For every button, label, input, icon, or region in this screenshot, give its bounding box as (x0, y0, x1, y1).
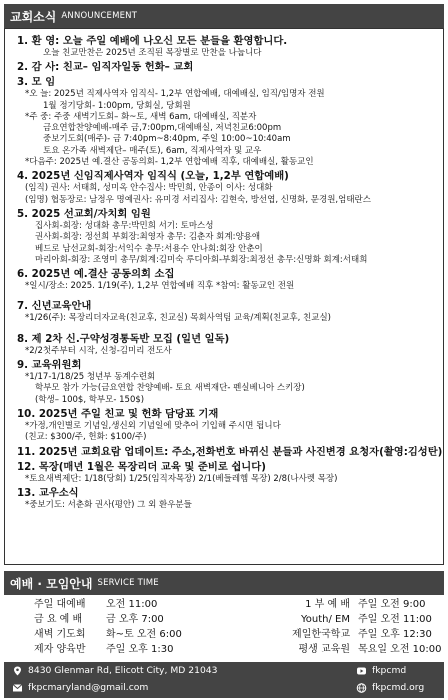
announcement-heading: 9. 교육위원회 (17, 359, 82, 372)
announcement-line: 베드로 남선교회-회장:서익수 총무:서용수 안나회:회장 안춘이 (35, 243, 263, 254)
location-pin-icon (12, 666, 23, 676)
announcement-line: 토요 온가족 새벽제단– 매주(토), 6am, 직제사역자 및 교우 (43, 145, 262, 156)
announcement-heading: 2. 감 사: 친교– 임직자일동 헌화– 교회 (17, 61, 194, 74)
announcement-line: *토요새벽제단: 1/18(당회) 1/25(임직자목장) 2/1(베들레헴 목장) 2/8(나사렛 목장) (25, 473, 338, 484)
service-time: 화~토 오전 6:00 (106, 629, 182, 640)
service-name: 주일 대예배 (34, 599, 86, 610)
announcement-heading: 1. 환 영: 오늘 주일 예배에 나오신 모든 분들을 환영합니다. (17, 35, 288, 47)
announcement-line: (학생– 100$, 학부모- 150$) (35, 394, 145, 405)
service-time: 목요일 오전 10:00 (358, 644, 442, 655)
announcement-line: (친교: $300/주, 헌화: $100/주) (25, 432, 147, 443)
announcement-heading: 8. 제 2차 신.구약성경통독반 모집 (일년 일독) (17, 332, 230, 345)
service-name: Youth/ EM (301, 614, 350, 625)
service-time: 주일 오전 11:00 (358, 614, 432, 625)
announcement-item (17, 170, 439, 206)
youtube-icon (356, 666, 367, 676)
announcement-box (4, 28, 444, 565)
youtube-link[interactable]: fkpcmd (372, 665, 407, 676)
address-row (12, 665, 218, 676)
announcement-heading: 13. 교우소식 (17, 486, 79, 499)
service-schedule (4, 597, 444, 657)
service-title: 예배 · 모임안내 (10, 576, 93, 591)
announcement-line: (임명) 협동장로: 남정우 명예권사: 유미경 서리집사: 김현숙, 방선엽, 신명화, 문경원,엄태란스 (25, 194, 371, 205)
globe-icon (356, 683, 367, 693)
announcement-item (17, 359, 439, 406)
service-name: 제일한국학교 (292, 629, 350, 640)
service-header (4, 571, 444, 595)
announcement-line: 1월 정기당회- 1:00pm, 당회실, 당회원 (43, 100, 191, 111)
announcement-item (17, 333, 439, 357)
email-row[interactable] (12, 682, 148, 693)
service-time: 주일 오후 1:30 (106, 644, 174, 655)
announcement-item (17, 461, 439, 485)
announcement-heading: 5. 2025 선교회/자치회 임원 (17, 207, 151, 220)
announcement-heading: 12. 목장(매년 1월은 목장리더 교육 및 준비로 쉽니다) (17, 460, 266, 473)
contact-footer (4, 662, 444, 698)
announcement-item (17, 76, 439, 168)
service-subtitle: SERVICE TIME (97, 578, 159, 588)
service-row (4, 642, 444, 657)
announcement-line: 집사회-회장: 성대화 총무:박민희 서기: 토마스성 (35, 220, 214, 231)
service-name: 1 부 예 배 (305, 599, 350, 610)
service-name: 금 요 예 배 (34, 614, 83, 625)
announcement-heading: 4. 2025년 신임직제사역자 임직식 (오늘, 1,2부 연합예배) (17, 170, 289, 183)
announcement-line: *다음주: 2025년 예.결산 공동의회- 1,2부 연합예배 직후, 대예배실, 활동교인 (25, 157, 314, 168)
announcement-item (17, 445, 443, 459)
announcement-line: 권사회-회장: 정선희 부회장:최영자 총무: 김춘자 회계:양용애 (35, 232, 261, 243)
announcement-line: 오늘 친교만찬은 2025년 조직된 목장별로 만찬을 나눕니다 (43, 48, 262, 58)
announcement-item (17, 487, 439, 511)
announcement-line: 마리아회-회장: 조영미 총무/회계:김미숙 루디아회-부회장:최정선 총무:신명화 회계:서태희 (35, 254, 368, 265)
announcement-line: *오 늘: 2025년 직제사역자 임직식- 1,2부 연합예배, 대예배실, 임직/임명자 전원 (25, 89, 325, 100)
email-link[interactable]: fkpcmaryland@gmail.com (28, 682, 149, 693)
service-row (4, 597, 444, 612)
announcement-item (17, 408, 439, 444)
service-name: 새벽 기도회 (34, 629, 86, 640)
service-row (4, 627, 444, 642)
email-icon (12, 683, 23, 693)
announcement-item (17, 35, 439, 59)
announcement-line: *2/2첫주부터 시작, 신청-김미리 전도사 (25, 345, 172, 356)
announcement-line: 금요연합찬양예배-매주 금,7:00pm,대예배실, 저녁친교6:00pm (43, 123, 282, 134)
announcement-line: *주 중: 주중 새벽기도회– 화~토, 새벽 6am, 대예배실, 직분자 (25, 111, 257, 122)
announcement-item (17, 61, 439, 74)
announcement-heading: 3. 모 임 (17, 76, 56, 89)
announcement-line: (임직) 권사: 서태희, 성미옥 안수집사: 박민희, 안종이 이사: 성대화 (25, 183, 273, 194)
announcement-line: *중보기도: 서춘화 권사(평안) 그 외 환우분들 (25, 499, 192, 510)
service-time: 금 오후 7:00 (106, 614, 164, 625)
announcement-header (4, 4, 444, 28)
announcement-line: *1/26(주): 목장리더자교육(친교후, 친교실) 목회사역팀 교육/계획(친교후, 친교실) (25, 313, 331, 324)
announcement-heading: 6. 2025년 예.결산 공동의회 소집 (17, 268, 175, 281)
address-text: 8430 Glenmar Rd, Elicott City, MD 21043 (28, 665, 218, 676)
announcement-title: 교회소식 (10, 9, 57, 24)
service-time: 오전 11:00 (106, 599, 158, 610)
service-name: 제자 양육반 (34, 644, 86, 655)
service-time: 주일 오후 12:30 (358, 629, 432, 640)
website-row[interactable] (356, 682, 424, 693)
announcement-line: *1/17-1/18/25 청년부 동계수련회 (25, 372, 156, 383)
announcement-heading: 10. 2025년 주일 친교 및 헌화 담당표 기재 (17, 407, 219, 420)
announcement-subtitle: ANNOUNCEMENT (61, 11, 138, 21)
announcement-heading: 7. 신년교육안내 (17, 300, 92, 313)
announcement-item (17, 268, 439, 292)
service-row (4, 612, 444, 627)
announcement-item (17, 300, 439, 324)
youtube-row[interactable] (356, 665, 406, 676)
announcement-heading: 11. 2025년 교회요람 업데이트: 주소,전화번호 바뀌신 분들과 사진변경 요청자(촬영:김성탄) (17, 445, 443, 458)
announcement-item (17, 208, 439, 266)
announcement-line: *일시/장소: 2025. 1/19(주), 1,2부 연합예배 직후 *참여: 활동교인 전원 (25, 281, 295, 292)
service-time: 주일 오전 9:00 (358, 599, 426, 610)
announcement-line: 학부모 참가 가능(금요연합 찬양예배- 토요 새벽재단- 펜실베니아 스키장) (35, 383, 305, 394)
announcement-line: 중보기도회(매주)- 금 7:40pm~8:40pm, 주일 10:00~10:40am (43, 134, 291, 145)
website-link[interactable]: fkpcmd.org (372, 682, 425, 693)
service-name: 평생 교육원 (298, 644, 350, 655)
announcement-line: *가정,개인별로 기념일,생신외 기념일에 맞추어 기입해 주시면 됩니다 (25, 420, 281, 431)
